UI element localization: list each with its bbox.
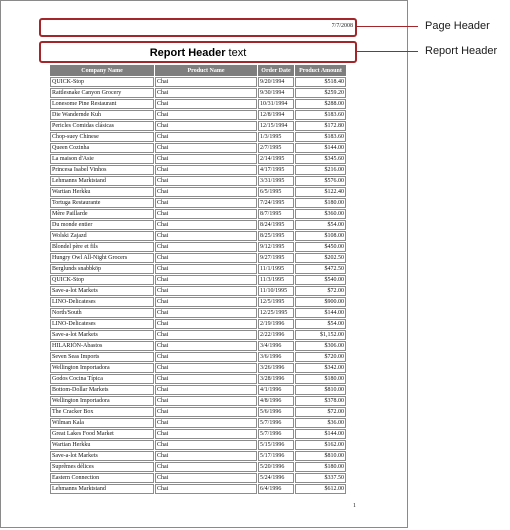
product-name-cell: Chai	[155, 407, 257, 417]
product-amount-cell: $108.00	[295, 231, 346, 241]
order-date-cell: 3/31/1995	[258, 176, 294, 186]
product-name-cell: Chai	[155, 88, 257, 98]
product-amount-cell: $180.00	[295, 462, 346, 472]
table-row	[50, 220, 346, 230]
product-name-cell: Chai	[155, 176, 257, 186]
product-name-cell: Chai	[155, 352, 257, 362]
company-name-cell: Lehmanns Marktstand	[50, 484, 154, 494]
product-name-cell: Chai	[155, 286, 257, 296]
table-row	[50, 286, 346, 296]
page-header-label: Page Header	[425, 20, 490, 32]
table-row	[50, 231, 346, 241]
product-name-cell: Chai	[155, 231, 257, 241]
company-name-cell: Chop-suey Chinese	[50, 132, 154, 142]
table-row	[50, 418, 346, 428]
table-row	[50, 297, 346, 307]
order-date-cell: 3/6/1996	[258, 352, 294, 362]
table-row	[50, 473, 346, 483]
table-row	[50, 407, 346, 417]
order-date-cell: 6/5/1995	[258, 187, 294, 197]
product-amount-cell: $1,152.00	[295, 330, 346, 340]
product-amount-cell: $72.00	[295, 286, 346, 296]
company-name-cell: Bottom-Dollar Markets	[50, 385, 154, 395]
product-amount-cell: $172.80	[295, 121, 346, 131]
order-date-cell: 3/28/1996	[258, 374, 294, 384]
table-row	[50, 451, 346, 461]
company-name-cell: Suprêmes délices	[50, 462, 154, 472]
product-name-cell: Chai	[155, 154, 257, 164]
company-name-cell: Tortuga Restaurante	[50, 198, 154, 208]
company-name-cell: Blondel père et fils	[50, 242, 154, 252]
product-amount-cell: $342.00	[295, 363, 346, 373]
product-amount-cell: $450.00	[295, 242, 346, 252]
product-name-cell: Chai	[155, 121, 257, 131]
product-amount-cell: $720.00	[295, 352, 346, 362]
report-header-highlight	[39, 41, 357, 63]
order-date-cell: 2/7/1995	[258, 143, 294, 153]
order-date-cell: 5/15/1996	[258, 440, 294, 450]
table-row	[50, 154, 346, 164]
product-name-cell: Chai	[155, 396, 257, 406]
order-date-cell: 8/24/1995	[258, 220, 294, 230]
product-amount-cell: $345.60	[295, 154, 346, 164]
product-name-cell: Chai	[155, 264, 257, 274]
orders-table	[49, 64, 347, 495]
product-name-cell: Chai	[155, 473, 257, 483]
product-name-cell: Chai	[155, 253, 257, 263]
product-amount-cell: $540.00	[295, 275, 346, 285]
product-name-cell: Chai	[155, 418, 257, 428]
order-date-cell: 2/19/1996	[258, 319, 294, 329]
order-date-cell: 9/12/1995	[258, 242, 294, 252]
table-row	[50, 77, 346, 87]
table-row	[50, 440, 346, 450]
order-date-cell: 6/4/1996	[258, 484, 294, 494]
table-row	[50, 121, 346, 131]
product-name-cell: Chai	[155, 330, 257, 340]
product-amount-cell: $337.50	[295, 473, 346, 483]
table-row	[50, 352, 346, 362]
product-amount-cell: $378.00	[295, 396, 346, 406]
product-amount-cell: $472.50	[295, 264, 346, 274]
company-name-cell: Du monde entier	[50, 220, 154, 230]
print-date: 7/7/2008	[331, 23, 353, 29]
company-name-cell: Godos Cocina Típica	[50, 374, 154, 384]
report-header-bold: Report Header	[149, 47, 226, 59]
table-row	[50, 429, 346, 439]
table-row	[50, 275, 346, 285]
order-date-cell: 1/3/1995	[258, 132, 294, 142]
product-amount-cell: $122.40	[295, 187, 346, 197]
order-date-cell: 8/7/1995	[258, 209, 294, 219]
product-name-cell: Chai	[155, 77, 257, 87]
order-date-cell: 4/8/1996	[258, 396, 294, 406]
product-name-cell: Chai	[155, 451, 257, 461]
product-name-cell: Chai	[155, 341, 257, 351]
company-name-cell: Queen Cozinha	[50, 143, 154, 153]
column-header: Company Name	[50, 65, 154, 76]
product-name-cell: Chai	[155, 385, 257, 395]
order-date-cell: 5/6/1996	[258, 407, 294, 417]
company-name-cell: Wellington Importadora	[50, 363, 154, 373]
company-name-cell: Save-a-lot Markets	[50, 451, 154, 461]
product-amount-cell: $576.00	[295, 176, 346, 186]
table-row	[50, 198, 346, 208]
product-amount-cell: $54.00	[295, 319, 346, 329]
order-date-cell: 9/20/1994	[258, 77, 294, 87]
company-name-cell: HILARIÓN-Abastos	[50, 341, 154, 351]
product-amount-cell: $36.00	[295, 418, 346, 428]
product-name-cell: Chai	[155, 462, 257, 472]
order-date-cell: 5/17/1996	[258, 451, 294, 461]
company-name-cell: Lonesome Pine Restaurant	[50, 99, 154, 109]
company-name-cell: La maison d'Asie	[50, 154, 154, 164]
column-header: Product Name	[155, 65, 257, 76]
page-header-callout-line	[356, 26, 408, 27]
product-name-cell: Chai	[155, 484, 257, 494]
company-name-cell: Wolski Zajazd	[50, 231, 154, 241]
table-row	[50, 319, 346, 329]
order-date-cell: 5/24/1996	[258, 473, 294, 483]
product-amount-cell: $202.50	[295, 253, 346, 263]
order-date-cell: 9/30/1994	[258, 88, 294, 98]
order-date-cell: 12/25/1995	[258, 308, 294, 318]
product-amount-cell: $810.00	[295, 451, 346, 461]
table-row	[50, 110, 346, 120]
product-name-cell: Chai	[155, 198, 257, 208]
product-amount-cell: $144.00	[295, 429, 346, 439]
table-row	[50, 165, 346, 175]
product-amount-cell: $612.00	[295, 484, 346, 494]
product-amount-cell: $180.00	[295, 374, 346, 384]
report-header-callout-tail	[408, 51, 418, 52]
company-name-cell: QUICK-Stop	[50, 275, 154, 285]
company-name-cell: Wartian Herkku	[50, 440, 154, 450]
product-amount-cell: $900.00	[295, 297, 346, 307]
company-name-cell: Eastern Connection	[50, 473, 154, 483]
table-row	[50, 253, 346, 263]
page-number: 1	[353, 503, 356, 509]
product-amount-cell: $360.00	[295, 209, 346, 219]
table-header-row	[50, 65, 346, 76]
report-header-rest: text	[225, 47, 247, 59]
table-row	[50, 308, 346, 318]
product-name-cell: Chai	[155, 165, 257, 175]
table-body	[50, 77, 346, 494]
product-name-cell: Chai	[155, 429, 257, 439]
company-name-cell: Berglunds snabbköp	[50, 264, 154, 274]
company-name-cell: Princesa Isabel Vinhos	[50, 165, 154, 175]
company-name-cell: The Cracker Box	[50, 407, 154, 417]
company-name-cell: Save-a-lot Markets	[50, 330, 154, 340]
order-date-cell: 3/26/1996	[258, 363, 294, 373]
product-amount-cell: $180.00	[295, 198, 346, 208]
order-date-cell: 12/15/1994	[258, 121, 294, 131]
company-name-cell: Wilman Kala	[50, 418, 154, 428]
product-name-cell: Chai	[155, 242, 257, 252]
product-name-cell: Chai	[155, 143, 257, 153]
order-date-cell: 9/27/1995	[258, 253, 294, 263]
table-row	[50, 176, 346, 186]
product-amount-cell: $72.00	[295, 407, 346, 417]
product-amount-cell: $518.40	[295, 77, 346, 87]
company-name-cell: Wellington Importadora	[50, 396, 154, 406]
product-amount-cell: $810.00	[295, 385, 346, 395]
order-date-cell: 11/10/1995	[258, 286, 294, 296]
company-name-cell: North/South	[50, 308, 154, 318]
company-name-cell: Wartian Herkku	[50, 187, 154, 197]
order-date-cell: 5/20/1996	[258, 462, 294, 472]
company-name-cell: QUICK-Stop	[50, 77, 154, 87]
product-amount-cell: $183.60	[295, 132, 346, 142]
product-name-cell: Chai	[155, 99, 257, 109]
company-name-cell: Hungry Owl All-Night Grocers	[50, 253, 154, 263]
company-name-cell: Seven Seas Imports	[50, 352, 154, 362]
report-header-label: Report Header	[425, 45, 498, 57]
company-name-cell: LINO-Delicateses	[50, 297, 154, 307]
order-date-cell: 12/5/1995	[258, 297, 294, 307]
product-amount-cell: $259.20	[295, 88, 346, 98]
product-name-cell: Chai	[155, 110, 257, 120]
order-date-cell: 4/17/1995	[258, 165, 294, 175]
company-name-cell: Pericles Comidas clásicas	[50, 121, 154, 131]
table-row	[50, 99, 346, 109]
order-date-cell: 5/7/1996	[258, 418, 294, 428]
report-header-callout-line	[356, 51, 408, 52]
company-name-cell: Rattlesnake Canyon Grocery	[50, 88, 154, 98]
product-name-cell: Chai	[155, 132, 257, 142]
table-row	[50, 143, 346, 153]
product-name-cell: Chai	[155, 374, 257, 384]
order-date-cell: 8/25/1995	[258, 231, 294, 241]
product-amount-cell: $162.00	[295, 440, 346, 450]
product-amount-cell: $144.00	[295, 308, 346, 318]
table-row	[50, 264, 346, 274]
product-amount-cell: $183.60	[295, 110, 346, 120]
product-name-cell: Chai	[155, 187, 257, 197]
table-row	[50, 88, 346, 98]
page-header-callout-tail	[408, 26, 418, 27]
table-row	[50, 484, 346, 494]
product-amount-cell: $288.00	[295, 99, 346, 109]
order-date-cell: 4/1/1996	[258, 385, 294, 395]
order-date-cell: 3/4/1996	[258, 341, 294, 351]
order-date-cell: 11/1/1995	[258, 264, 294, 274]
company-name-cell: Great Lakes Food Market	[50, 429, 154, 439]
table-row	[50, 132, 346, 142]
company-name-cell: LINO-Delicateses	[50, 319, 154, 329]
product-name-cell: Chai	[155, 275, 257, 285]
product-name-cell: Chai	[155, 308, 257, 318]
order-date-cell: 7/24/1995	[258, 198, 294, 208]
product-amount-cell: $216.00	[295, 165, 346, 175]
product-name-cell: Chai	[155, 440, 257, 450]
company-name-cell: Lehmanns Marktstand	[50, 176, 154, 186]
order-date-cell: 2/22/1996	[258, 330, 294, 340]
table-row	[50, 187, 346, 197]
report-header-text	[41, 47, 355, 59]
product-name-cell: Chai	[155, 220, 257, 230]
table-row	[50, 462, 346, 472]
table-row	[50, 330, 346, 340]
order-date-cell: 12/8/1994	[258, 110, 294, 120]
company-name-cell: Save-a-lot Markets	[50, 286, 154, 296]
table-row	[50, 209, 346, 219]
company-name-cell: Die Wandernde Kuh	[50, 110, 154, 120]
order-date-cell: 10/31/1994	[258, 99, 294, 109]
table-row	[50, 374, 346, 384]
product-amount-cell: $144.00	[295, 143, 346, 153]
column-header: Product Amount	[295, 65, 346, 76]
order-date-cell: 2/14/1995	[258, 154, 294, 164]
product-name-cell: Chai	[155, 363, 257, 373]
product-name-cell: Chai	[155, 319, 257, 329]
table-row	[50, 242, 346, 252]
company-name-cell: Mère Paillarde	[50, 209, 154, 219]
product-amount-cell: $306.00	[295, 341, 346, 351]
column-header: Order Date	[258, 65, 294, 76]
page-header-highlight	[39, 18, 357, 37]
table-row	[50, 396, 346, 406]
product-amount-cell: $54.00	[295, 220, 346, 230]
product-name-cell: Chai	[155, 297, 257, 307]
table-row	[50, 385, 346, 395]
table-row	[50, 363, 346, 373]
order-date-cell: 11/3/1995	[258, 275, 294, 285]
order-date-cell: 5/7/1996	[258, 429, 294, 439]
product-name-cell: Chai	[155, 209, 257, 219]
table-row	[50, 341, 346, 351]
